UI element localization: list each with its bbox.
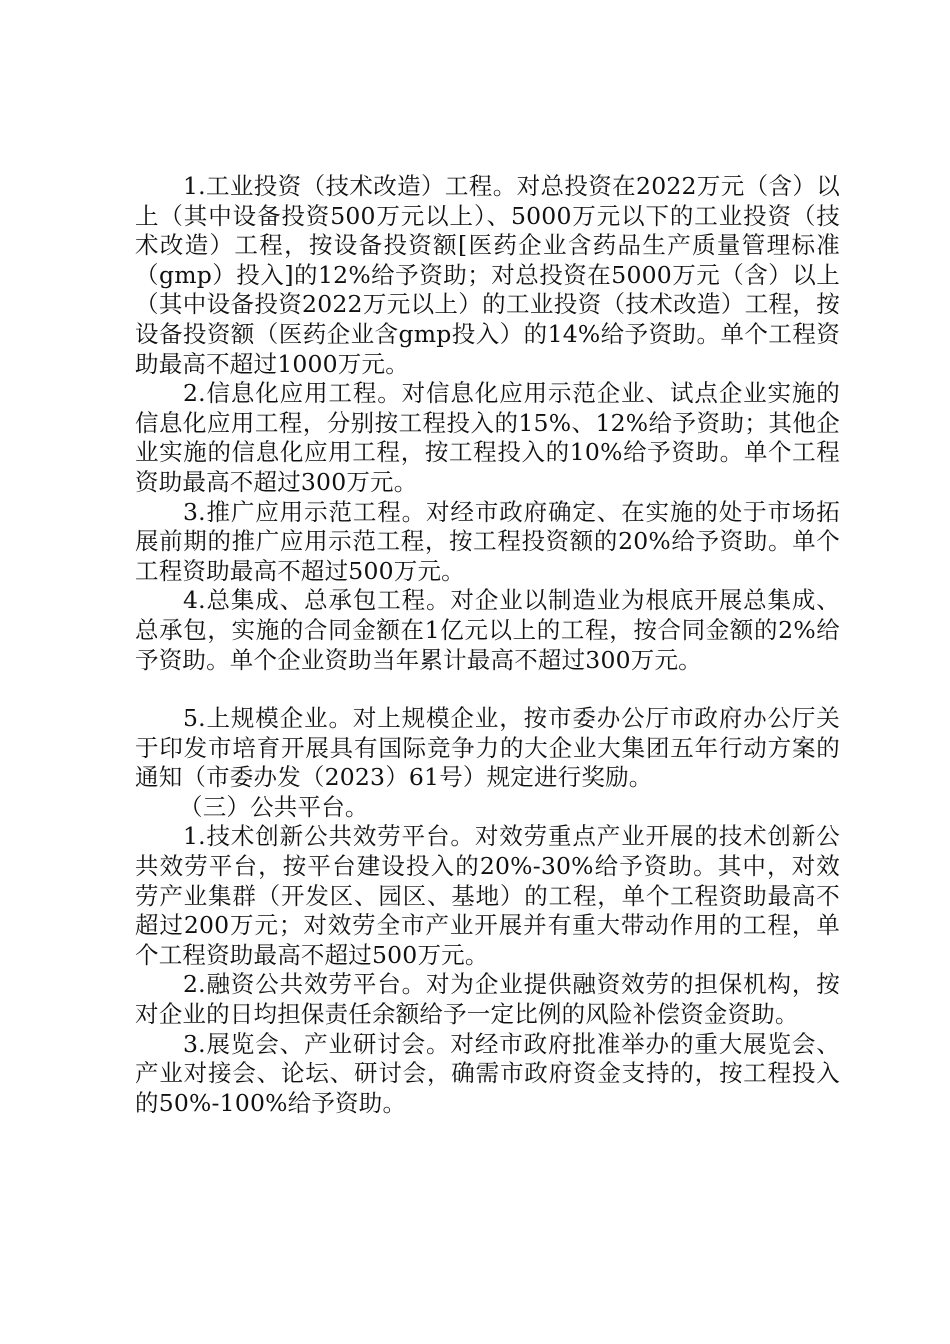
section-heading-public-platform: （三）公共平台。 — [179, 792, 369, 821]
paragraph-large-enterprise: 5.上规模企业。对上规模企业，按市委办公厅市政府办公厅关于印发市培育开展具有国际竞争力的大企业大集团五年行动方案的通知（市委办发（2023）61号）规定进行奖励。 — [135, 704, 840, 792]
paragraph-general-contracting: 4.总集成、总承包工程。对企业以制造业为根底开展总集成、总承包，实施的合同金额在1亿元以上的工程，按合同金额的2%给予资助。单个企业资助当年累计最高不超过300万元。 — [135, 586, 840, 674]
document-page — [135, 172, 840, 1118]
paragraph-demonstration: 3.推广应用示范工程。对经市政府确定、在实施的处于市场拓展前期的推广应用示范工程，按工程投资额的20%给予资助。单个工程资助最高不超过500万元。 — [135, 497, 840, 585]
paragraph-financing-platform: 2.融资公共效劳平台。对为企业提供融资效劳的担保机构，按对企业的日均担保责任余额给予一定比例的风险补偿资金资助。 — [135, 970, 840, 1029]
paragraph-exhibition: 3.展览会、产业研讨会。对经市政府批准举办的重大展览会、产业对接会、论坛、研讨会，确需市政府资金支持的，按工程投入的50%-100%给予资助。 — [135, 1029, 840, 1117]
paragraph-tech-innovation-platform: 1.技术创新公共效劳平台。对效劳重点产业开展的技术创新公共效劳平台，按平台建设投入的20%-30%给予资助。其中，对效劳产业集群（开发区、园区、基地）的工程，单个工程资助最高不超过200万元；对效劳全市产业开展并有重大带动作用的工程，单个工程资助最高不超过500万元。 — [135, 822, 840, 969]
paragraph-industrial-investment: 1.工业投资（技术改造）工程。对总投资在2022万元（含）以上（其中设备投资500万元以上）、5000万元以下的工业投资（技术改造）工程，按设备投资额[医药企业含药品生产质量管理标准（gmp）投入]的12%给予资助；对总投资在5000万元（含）以上（其中设备投资2022万元以上）的工业投资（技术改造）工程，按设备投资额（医药企业含gmp投入）的14%给予资助。单个工程资助最高不超过1000万元。 — [135, 172, 840, 378]
paragraph-informatization: 2.信息化应用工程。对信息化应用示范企业、试点企业实施的信息化应用工程，分别按工程投入的15%、12%给予资助；其他企业实施的信息化应用工程，按工程投入的10%给予资助。单个工程资助最高不超过300万元。 — [135, 379, 840, 496]
